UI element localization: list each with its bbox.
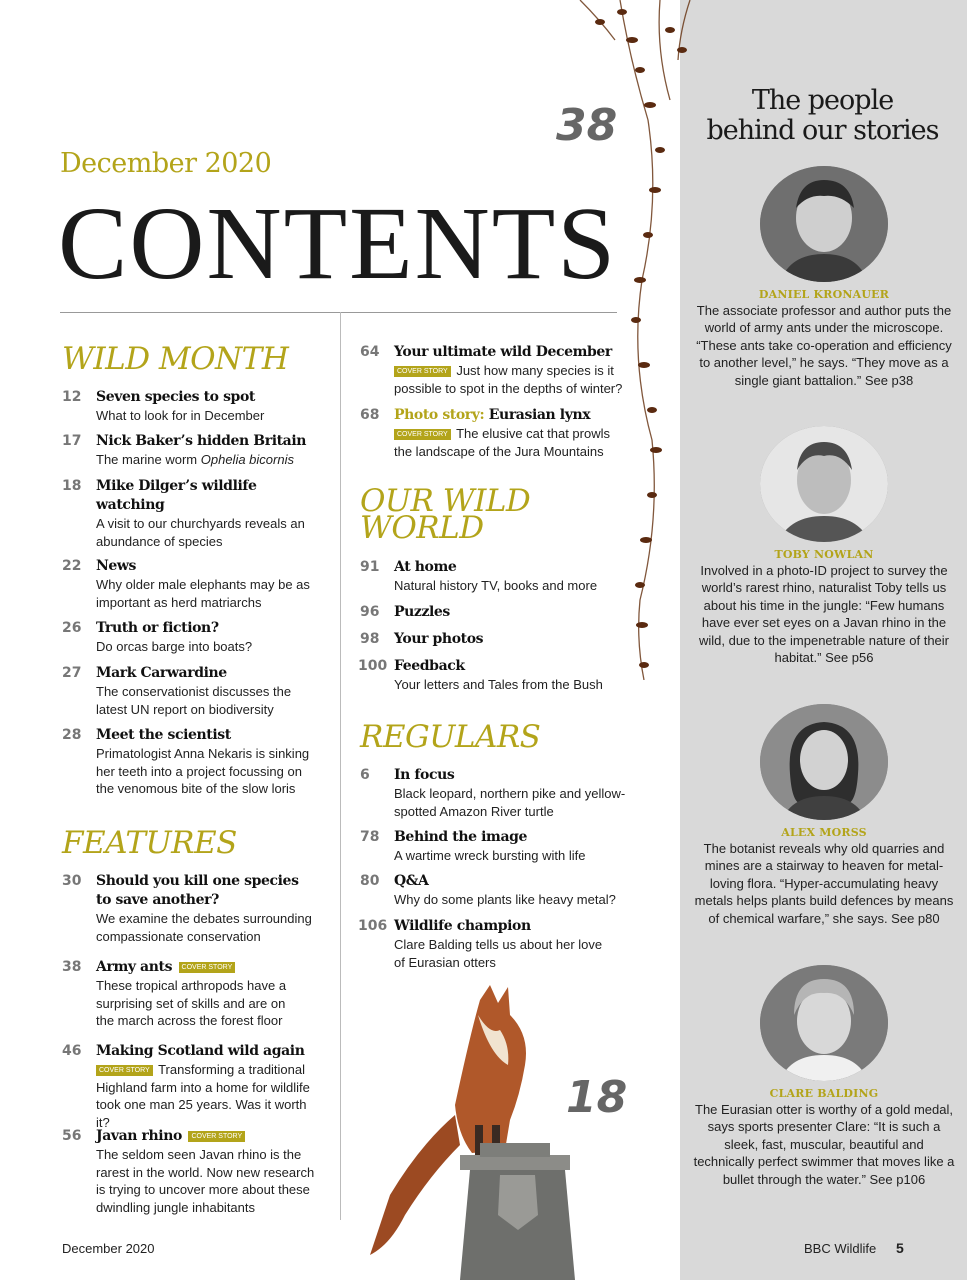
contributor-bio: Involved in a photo-ID project to survey the world’s rarest rhino, naturalist Toby tells us about his time in the jungle: “Few humans have ever set eyes on a Javan rhino in the wild, due to the impenetrable nature of their habitat.” See p56 bbox=[698, 563, 950, 666]
contributor-bio: The botanist reveals why old quarries and mines are a stairway to heaven for metal-loving flora. “Hyper-accumulating heavy metals helps plants build defences by means of chemical warfare,” she says. See p80 bbox=[694, 841, 954, 926]
avatar bbox=[760, 965, 888, 1081]
footer-date: December 2020 bbox=[62, 1241, 155, 1256]
featured-page-number-18: 18 bbox=[566, 1072, 628, 1123]
contributor-name: ALEX MORSS bbox=[781, 826, 867, 839]
entry-title: Q&A bbox=[394, 873, 429, 889]
entry-title: Wildlife champion bbox=[394, 918, 531, 934]
entry-page: 64 bbox=[360, 344, 380, 360]
contributor-name: CLARE BALDING bbox=[769, 1087, 879, 1100]
entry-page: 30 bbox=[62, 873, 82, 889]
entry-page: 80 bbox=[360, 873, 380, 889]
entry-desc: COVER STORY The elusive cat that prowls the landscape of the Jura Mountains bbox=[394, 426, 610, 459]
entry-page: 68 bbox=[360, 407, 380, 423]
contributor-name: DANIEL KRONAUER bbox=[758, 288, 890, 301]
entry-desc: Clare Balding tells us about her love of Eurasian otters bbox=[394, 937, 603, 970]
entry-desc: COVER STORY Transforming a traditional Highland farm into a home for wildlife took one man 25 years. Was it worth it? bbox=[96, 1062, 310, 1130]
section-heading-features: FEATURES bbox=[62, 825, 237, 861]
entry-page: 17 bbox=[62, 433, 82, 449]
entry-page: 22 bbox=[62, 558, 82, 574]
section-heading-our-wild-world: OUR WILD WORLD bbox=[360, 483, 531, 546]
entry-page: 18 bbox=[62, 478, 82, 494]
entry-page: 96 bbox=[360, 604, 380, 620]
issue-date: December 2020 bbox=[60, 148, 272, 179]
entry-title: Mark Carwardine bbox=[96, 665, 227, 681]
entry-title: Behind the image bbox=[394, 829, 528, 845]
entry-page: 27 bbox=[62, 665, 82, 681]
entry-title: Your photos bbox=[394, 631, 484, 647]
contributor-card bbox=[693, 426, 955, 666]
entry-page: 106 bbox=[358, 918, 388, 934]
entry-desc: COVER STORY Just how many species is it possible to spot in the depths of winter? bbox=[394, 363, 623, 396]
entry-desc: A visit to our churchyards reveals an abundance of species bbox=[96, 516, 305, 549]
entry-title: Your ultimate wild December bbox=[394, 344, 612, 360]
footer-magazine: BBC Wildlife bbox=[804, 1241, 877, 1256]
section-heading-regulars: REGULARS bbox=[360, 719, 541, 755]
section-heading-wild-month: WILD MONTH bbox=[62, 341, 289, 377]
entry-title: Photo story: Eurasian lynx bbox=[394, 407, 591, 423]
entry-title: Meet the scientist bbox=[96, 727, 231, 743]
contributor-card bbox=[693, 965, 955, 1188]
entry-page: 28 bbox=[62, 727, 82, 743]
entry-title: Making Scotland wild again bbox=[96, 1043, 305, 1059]
cover-story-badge: COVER STORY bbox=[394, 429, 451, 440]
entry-page: 38 bbox=[62, 959, 82, 975]
entry-desc: Natural history TV, books and more bbox=[394, 578, 598, 593]
entry-title: Mike Dilger’s wildlife watching bbox=[96, 478, 257, 513]
entry-desc: Black leopard, northern pike and yellow-spotted Amazon River turtle bbox=[394, 786, 626, 819]
column-divider bbox=[340, 312, 341, 1220]
entry-title: Seven species to spot bbox=[96, 389, 255, 405]
entry-title: At home bbox=[394, 559, 457, 575]
entry-desc: The seldom seen Javan rhino is the rarest in the world. Now new research is trying to uncover more about these dwindling jungle inhabitants bbox=[96, 1147, 315, 1215]
contributor-card bbox=[693, 704, 955, 927]
entry-page: 12 bbox=[62, 389, 82, 405]
entry-desc: Why older male elephants may be as important as herd matriarchs bbox=[96, 577, 310, 610]
entry-title: Should you kill one species to save another? bbox=[96, 873, 299, 908]
entry-page: 26 bbox=[62, 620, 82, 636]
entry-desc: What to look for in December bbox=[96, 408, 265, 423]
entry-title: News bbox=[96, 558, 137, 574]
entry-desc: These tropical arthropods have a surprising set of skills and are on the march across the forest floor bbox=[96, 978, 287, 1028]
entry-desc: A wartime wreck bursting with life bbox=[394, 848, 586, 863]
entry-title: Puzzles bbox=[394, 604, 450, 620]
cover-story-badge: COVER STORY bbox=[179, 962, 236, 973]
entry-desc: Your letters and Tales from the Bush bbox=[394, 677, 603, 692]
contributor-name: TOBY NOWLAN bbox=[774, 548, 874, 561]
page-title: CONTENTS bbox=[58, 186, 618, 301]
avatar bbox=[760, 426, 888, 542]
entry-title: Army ants COVER STORY bbox=[96, 958, 296, 977]
entry-page: 56 bbox=[62, 1128, 82, 1144]
entry-desc: Do orcas barge into boats? bbox=[96, 639, 253, 654]
entry-page: 78 bbox=[360, 829, 380, 845]
entry-title: In focus bbox=[394, 767, 455, 783]
page-number: 5 bbox=[896, 1240, 904, 1256]
featured-page-number-38: 38 bbox=[556, 100, 618, 151]
title-divider bbox=[60, 312, 617, 313]
entry-title: Nick Baker’s hidden Britain bbox=[96, 433, 307, 449]
contributor-bio: The Eurasian otter is worthy of a gold medal, says sports presenter Clare: “It is such a sleek, fast, muscular, beautiful and technically perfect swimmer that moves like a bullet through the water.” See p106 bbox=[693, 1102, 955, 1187]
entry-title: Javan rhino COVER STORY bbox=[96, 1127, 318, 1146]
entry-page: 46 bbox=[62, 1043, 82, 1059]
entry-desc: The conservationist discusses the latest UN report on biodiversity bbox=[96, 684, 292, 717]
entry-title: Feedback bbox=[394, 658, 465, 674]
entry-page: 98 bbox=[360, 631, 380, 647]
entry-page: 91 bbox=[360, 559, 380, 575]
contributor-card bbox=[693, 166, 955, 389]
entry-page: 6 bbox=[360, 767, 370, 783]
entry-title: Truth or fiction? bbox=[96, 620, 219, 636]
entry-desc: Primatologist Anna Nekaris is sinking her teeth into a project focussing on the venomous bite of the slow loris bbox=[96, 746, 310, 796]
entry-desc: We examine the debates surrounding compassionate conservation bbox=[96, 911, 312, 944]
cover-story-badge: COVER STORY bbox=[96, 1065, 153, 1076]
entry-page: 100 bbox=[358, 658, 388, 674]
cover-story-badge: COVER STORY bbox=[188, 1131, 245, 1142]
cover-story-badge: COVER STORY bbox=[394, 366, 451, 377]
avatar bbox=[760, 704, 888, 820]
avatar bbox=[760, 166, 888, 282]
entry-desc: The marine worm Ophelia bicornis bbox=[96, 452, 294, 467]
entry-desc: Why do some plants like heavy metal? bbox=[394, 892, 616, 907]
contributors-heading: The people behind our stories bbox=[706, 85, 939, 146]
fox-image bbox=[360, 975, 660, 1280]
contributor-bio: The associate professor and author puts the world of army ants under the microscope. “These ants take co-operation and efficiency to another level,” he says. “They move as a single giant battalion.” See p38 bbox=[696, 303, 952, 388]
